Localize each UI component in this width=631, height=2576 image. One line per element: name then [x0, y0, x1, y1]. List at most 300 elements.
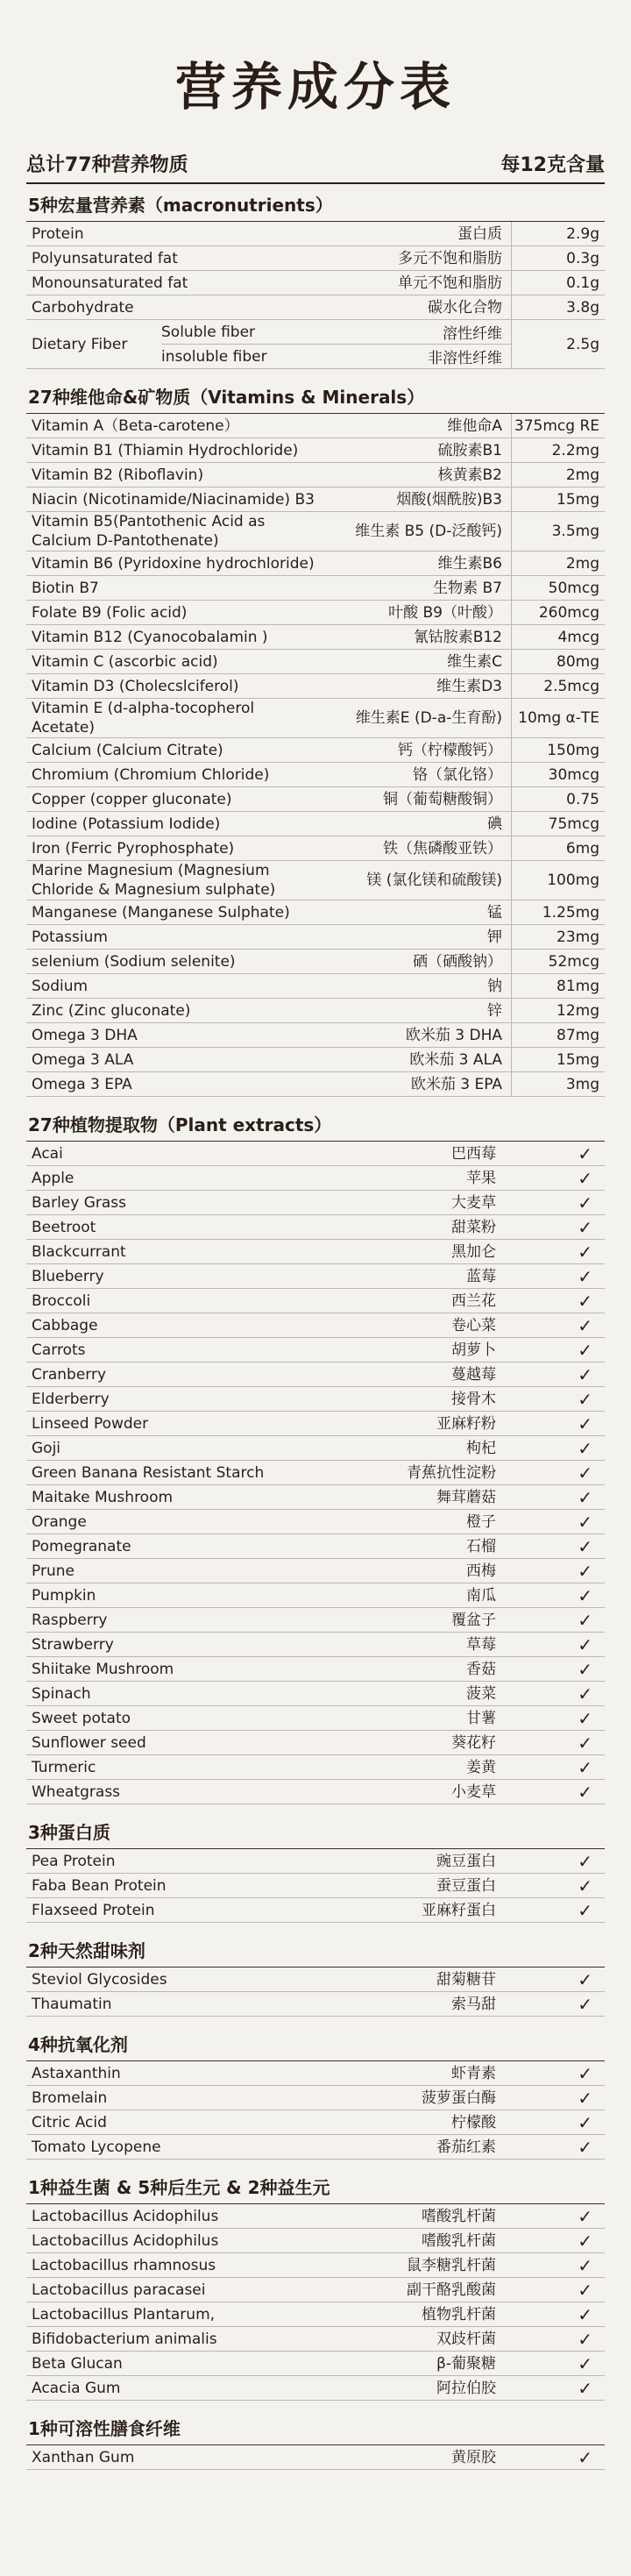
ingredient-name-zh: 卷心菜 [451, 1316, 496, 1334]
ingredient-name-en: Orange [32, 1512, 87, 1531]
nutrient-amount: 3.5mg [511, 512, 605, 551]
plants-table [26, 1142, 605, 1804]
ingredient-name-en: Cabbage [32, 1316, 98, 1334]
total-nutrients-label: 总计77种营养物质 [26, 154, 188, 176]
nutrient-name-zh: 烟酸(烟酰胺)B3 [396, 490, 502, 509]
nutrient-name-zh: 硫胺素B1 [437, 441, 502, 459]
ingredient-name-en: Green Banana Resistant Starch [32, 1463, 265, 1482]
ingredient-row [26, 2086, 605, 2110]
ingredient-name-zh: 亚麻籽粉 [436, 1414, 496, 1433]
ingredient-name-en: Apple [32, 1169, 74, 1187]
nutrient-name-en: Vitamin C (ascorbic acid) [32, 652, 218, 671]
nutrient-name-en: Sodium [32, 977, 89, 995]
ingredient-name-zh: 黑加仑 [451, 1242, 496, 1261]
nutrient-row [26, 650, 605, 674]
checkmark-icon: ✓ [578, 1339, 592, 1361]
antioxidants-table [26, 2061, 605, 2160]
nutrient-amount: 50mcg [511, 576, 605, 600]
ingredient-row [26, 1608, 605, 1633]
ingredient-row [26, 1240, 605, 1264]
fiber-sub-en: Soluble fiber [161, 323, 256, 341]
checkmark-icon: ✓ [578, 2279, 592, 2301]
ingredient-name-en: Citric Acid [32, 2113, 107, 2131]
ingredient-name-en: Pumpkin [32, 1586, 96, 1605]
checkmark-icon: ✓ [578, 1142, 592, 1164]
nutrient-row [26, 1023, 605, 1048]
antioxidants-section-title: 4种抗氧化剂 [26, 2024, 605, 2061]
nutrient-amount: 30mcg [511, 763, 605, 786]
checkmark-icon: ✓ [578, 1584, 592, 1606]
ingredient-name-en: Strawberry [32, 1635, 114, 1654]
summary-header [26, 151, 605, 177]
nutrient-name-zh: 维生素C [447, 652, 502, 671]
nutrient-name-en: Vitamin E (d-alpha-tocopherol Acetate) [32, 700, 255, 737]
checkmark-icon: ✓ [578, 2446, 592, 2468]
ingredient-name-en: Raspberry [32, 1611, 108, 1629]
ingredient-name-zh: 菠萝蛋白酶 [422, 2089, 496, 2107]
nutrient-name-zh: 核黄素B2 [437, 466, 502, 484]
nutrient-name-zh: 钙（柠檬酸钙） [398, 741, 502, 759]
nutrient-amount: 23mg [511, 925, 605, 949]
ingredient-name-zh: 柠檬酸 [451, 2113, 496, 2131]
fiber-subrows [161, 320, 511, 368]
nutrient-name-en: Protein [32, 224, 84, 243]
checkmark-icon: ✓ [578, 1486, 592, 1508]
nutrient-name-en: Vitamin B12 (Cyanocobalamin ) [32, 628, 268, 646]
ingredient-row [26, 2253, 605, 2278]
nutrient-amount: 87mg [511, 1023, 605, 1047]
ingredient-row [26, 2302, 605, 2327]
checkmark-icon: ✓ [578, 2205, 592, 2227]
ingredient-name-en: Lactobacillus rhamnosus [32, 2256, 216, 2274]
checkmark-icon: ✓ [578, 1192, 592, 1213]
nutrient-amount: 2.9g [511, 222, 605, 246]
ingredient-row [26, 1583, 605, 1608]
nutrient-row [26, 674, 605, 699]
nutrient-amount: 100mg [511, 861, 605, 900]
proteins-section-title: 3种蛋白质 [26, 1811, 605, 1849]
nutrient-name-en: Vitamin A（Beta-carotene） [32, 416, 239, 435]
checkmark-icon: ✓ [578, 1683, 592, 1704]
checkmark-icon: ✓ [578, 1413, 592, 1434]
ingredient-name-zh: 嗜酸乳杆菌 [422, 2231, 496, 2250]
nutrient-name-en: selenium (Sodium selenite) [32, 952, 236, 971]
ingredient-name-en: Blueberry [32, 1267, 104, 1285]
nutrient-name-en: Biotin B7 [32, 579, 99, 597]
ingredient-row [26, 1898, 605, 1923]
ingredient-name-en: Lactobacillus paracasei [32, 2281, 206, 2299]
ingredient-name-zh: 葵花籽 [451, 1733, 496, 1752]
nutrient-amount: 12mg [511, 999, 605, 1022]
ingredient-row [26, 1849, 605, 1874]
checkmark-icon: ✓ [578, 1707, 592, 1729]
nutrient-name-zh: 锌 [487, 1001, 502, 1020]
ingredient-row [26, 2204, 605, 2229]
probiotics-section-title: 1种益生菌 & 5种后生元 & 2种益生元 [26, 2167, 605, 2204]
nutrient-row [26, 512, 605, 551]
checkmark-icon: ✓ [578, 1314, 592, 1336]
nutrient-name-en: Marine Magnesium (Magnesium Chloride & Magnesium sulphate) [32, 862, 276, 899]
ingredient-name-zh: 接骨木 [451, 1390, 496, 1408]
plants-section-title: 27种植物提取物（Plant extracts） [26, 1104, 605, 1142]
nutrient-amount: 2mg [511, 463, 605, 487]
nutrient-row [26, 222, 605, 246]
ingredient-name-en: Beta Glucan [32, 2354, 123, 2373]
ingredient-name-zh: 小麦草 [451, 1783, 496, 1801]
ingredient-name-zh: 枸杞 [466, 1439, 496, 1457]
ingredient-row [26, 1142, 605, 1166]
nutrient-row [26, 900, 605, 925]
ingredient-row [26, 1534, 605, 1559]
ingredient-name-en: Faba Bean Protein [32, 1876, 167, 1895]
ingredient-name-zh: 虾青素 [451, 2064, 496, 2082]
checkmark-icon: ✓ [578, 1363, 592, 1385]
nutrient-row [26, 925, 605, 950]
nutrient-amount: 52mcg [511, 950, 605, 973]
checkmark-icon: ✓ [578, 2111, 592, 2133]
ingredient-name-en: Spinach [32, 1684, 91, 1703]
ingredient-name-zh: 黄原胶 [451, 2448, 496, 2466]
nutrient-name-zh: 锰 [487, 903, 502, 922]
nutrient-amount: 81mg [511, 974, 605, 998]
nutrient-amount: 2.2mg [511, 438, 605, 462]
ingredient-name-zh: 姜黄 [466, 1758, 496, 1776]
ingredient-name-en: Lactobacillus Plantarum, [32, 2305, 216, 2323]
ingredient-name-en: Maitake Mushroom [32, 1488, 174, 1506]
checkmark-icon: ✓ [578, 2303, 592, 2325]
checkmark-icon: ✓ [578, 1633, 592, 1655]
ingredient-name-zh: 双歧杆菌 [436, 2330, 496, 2348]
nutrient-name-zh: 维生素B6 [437, 554, 502, 573]
ingredient-name-zh: 阿拉伯胶 [436, 2379, 496, 2397]
ingredient-name-zh: 西梅 [466, 1562, 496, 1580]
sweeteners-table [26, 1968, 605, 2017]
ingredient-row [26, 1436, 605, 1461]
nutrient-name-zh: 碳水化合物 [428, 298, 502, 317]
ingredient-row [26, 1461, 605, 1485]
checkmark-icon: ✓ [578, 1609, 592, 1631]
fiber-sub-zh: 溶性纤维 [443, 325, 502, 343]
ingredient-row [26, 1264, 605, 1289]
nutrient-row [26, 974, 605, 999]
ingredient-row [26, 1338, 605, 1363]
nutrient-amount: 4mcg [511, 625, 605, 649]
nutrient-name-en: Folate B9 (Folic acid) [32, 603, 188, 622]
nutrient-name-en: Calcium (Calcium Citrate) [32, 741, 223, 759]
nutrient-name-zh: 多元不饱和脂肪 [398, 249, 502, 267]
checkmark-icon: ✓ [578, 1968, 592, 1990]
nutrient-name-zh: 钠 [487, 977, 502, 995]
nutrient-name-zh: 叶酸 B9（叶酸） [388, 603, 502, 622]
nutrient-name-zh: 铜（葡萄糖酸铜） [383, 790, 502, 808]
nutrient-amount: 6mg [511, 836, 605, 860]
ingredient-row [26, 1363, 605, 1387]
ingredient-name-en: Acacia Gum [32, 2379, 121, 2397]
nutrient-row [26, 438, 605, 463]
ingredient-name-zh: 甘薯 [466, 1709, 496, 1727]
ingredient-name-en: Broccoli [32, 1292, 91, 1310]
checkmark-icon: ✓ [578, 1993, 592, 2015]
checkmark-icon: ✓ [578, 1241, 592, 1263]
ingredient-name-en: Linseed Powder [32, 1414, 149, 1433]
ingredient-name-zh: 索马甜 [451, 1995, 496, 2013]
nutrient-amount: 1.25mg [511, 900, 605, 924]
ingredient-name-en: Astaxanthin [32, 2064, 121, 2082]
nutrient-name-zh: 单元不饱和脂肪 [398, 274, 502, 292]
ingredient-name-en: Pea Protein [32, 1852, 116, 1870]
ingredient-name-en: Pomegranate [32, 1537, 131, 1555]
ingredient-row [26, 1992, 605, 2017]
checkmark-icon: ✓ [578, 1462, 592, 1484]
nutrient-name-zh: 氰钴胺素B12 [413, 628, 502, 646]
ingredient-name-zh: 甜菊糖苷 [436, 1970, 496, 1989]
ingredient-row [26, 2110, 605, 2135]
checkmark-icon: ✓ [578, 1850, 592, 1872]
nutrient-row [26, 246, 605, 271]
nutrient-name-en: Carbohydrate [32, 298, 134, 317]
nutrient-name-en: Monounsaturated fat [32, 274, 188, 292]
nutrient-amount: 15mg [511, 487, 605, 511]
ingredient-name-en: Beetroot [32, 1218, 96, 1236]
checkmark-icon: ✓ [578, 2254, 592, 2276]
vitamins-table [26, 414, 605, 1097]
ingredient-row [26, 2352, 605, 2376]
ingredient-name-zh: 蚕豆蛋白 [436, 1876, 496, 1895]
ingredient-row [26, 1485, 605, 1510]
ingredient-name-en: Shiitake Mushroom [32, 1660, 174, 1678]
ingredient-name-en: Elderberry [32, 1390, 110, 1408]
nutrient-row [26, 271, 605, 295]
checkmark-icon: ✓ [578, 2230, 592, 2252]
soluble-fiber-table [26, 2445, 605, 2470]
checkmark-icon: ✓ [578, 2377, 592, 2399]
ingredient-name-en: Goji [32, 1439, 61, 1457]
nutrient-name-zh: 欧米茄 3 DHA [405, 1026, 502, 1044]
ingredient-name-en: Steviol Glycosides [32, 1970, 167, 1989]
nutrient-name-zh: 蛋白质 [457, 224, 502, 243]
ingredient-name-zh: 覆盆子 [451, 1611, 496, 1629]
vitamins-section-title: 27种维他命&矿物质（Vitamins & Minerals） [26, 376, 605, 414]
ingredient-row [26, 2376, 605, 2401]
ingredient-name-zh: 嗜酸乳杆菌 [422, 2207, 496, 2225]
ingredient-row [26, 1657, 605, 1682]
nutrient-amount: 375mcg RE [511, 414, 605, 438]
nutrient-row [26, 861, 605, 900]
nutrient-amount: 3mg [511, 1072, 605, 1096]
ingredient-row [26, 2061, 605, 2086]
ingredient-name-en: Turmeric [32, 1758, 96, 1776]
ingredient-name-en: Lactobacillus Acidophilus [32, 2231, 219, 2250]
nutrient-name-en: Polyunsaturated fat [32, 249, 178, 267]
ingredient-name-en: Carrots [32, 1341, 86, 1359]
ingredient-name-en: Cranberry [32, 1365, 107, 1384]
ingredient-name-zh: 石榴 [466, 1537, 496, 1555]
nutrient-row [26, 601, 605, 625]
nutrient-name-en: Chromium (Chromium Chloride) [32, 765, 270, 784]
ingredient-name-zh: 蓝莓 [466, 1267, 496, 1285]
checkmark-icon: ✓ [578, 1388, 592, 1410]
nutrient-name-en: Vitamin B5(Pantothenic Acid as Calcium D-Pantothenate) [32, 513, 266, 550]
nutrient-row [26, 787, 605, 812]
ingredient-row [26, 1755, 605, 1780]
ingredient-row [26, 1313, 605, 1338]
checkmark-icon: ✓ [578, 1437, 592, 1459]
ingredient-name-zh: 蔓越莓 [451, 1365, 496, 1384]
nutrient-row [26, 836, 605, 861]
ingredient-name-en: Sweet potato [32, 1709, 131, 1727]
nutrient-row [26, 738, 605, 763]
nutrient-name-en: Niacin (Nicotinamide/Niacinamide) B3 [32, 490, 315, 509]
checkmark-icon: ✓ [578, 1511, 592, 1533]
checkmark-icon: ✓ [578, 2328, 592, 2350]
ingredient-name-zh: 橙子 [466, 1512, 496, 1531]
nutrient-name-zh: 欧米茄 3 EPA [410, 1075, 502, 1093]
sweeteners-section-title: 2种天然甜味剂 [26, 1930, 605, 1968]
ingredient-name-en: Lactobacillus Acidophilus [32, 2207, 219, 2225]
nutrient-row [26, 1048, 605, 1072]
ingredient-name-zh: 青蕉抗性淀粉 [407, 1463, 496, 1482]
nutrient-row [26, 950, 605, 974]
ingredient-name-zh: 苹果 [466, 1169, 496, 1187]
fiber-sub-zh: 非溶性纤维 [428, 350, 502, 367]
ingredient-row [26, 1191, 605, 1215]
checkmark-icon: ✓ [578, 2352, 592, 2374]
nutrient-amount: 80mg [511, 650, 605, 673]
nutrient-row [26, 1072, 605, 1097]
ingredient-row [26, 2135, 605, 2160]
ingredient-row [26, 1510, 605, 1534]
ingredient-name-en: Sunflower seed [32, 1733, 146, 1752]
checkmark-icon: ✓ [578, 2136, 592, 2158]
ingredient-row [26, 1780, 605, 1804]
ingredient-name-zh: 菠菜 [466, 1684, 496, 1703]
checkmark-icon: ✓ [578, 1756, 592, 1778]
ingredient-row [26, 1289, 605, 1313]
ingredient-name-zh: 鼠李糖乳杆菌 [407, 2256, 496, 2274]
nutrient-name-en: Potassium [32, 928, 108, 946]
ingredient-name-zh: 副干酪乳酸菌 [407, 2281, 496, 2299]
ingredient-name-en: Acai [32, 1144, 63, 1163]
ingredient-name-en: Prune [32, 1562, 74, 1580]
nutrient-row [26, 414, 605, 438]
nutrient-amount: 0.1g [511, 271, 605, 295]
ingredient-name-en: Thaumatin [32, 1995, 112, 2013]
nutrient-row [26, 295, 605, 320]
ingredient-row [26, 1968, 605, 1992]
ingredient-row [26, 2445, 605, 2470]
nutrient-name-en: Vitamin B2 (Riboflavin) [32, 466, 204, 484]
nutrient-row [26, 763, 605, 787]
ingredient-row [26, 1387, 605, 1412]
nutrient-amount: 150mg [511, 738, 605, 762]
nutrient-name-en: Zinc (Zinc gluconate) [32, 1001, 191, 1020]
nutrient-name-zh: 维生素 B5 (D-泛酸钙) [355, 523, 502, 540]
nutrient-name-zh: 生物素 B7 [433, 579, 502, 597]
ingredient-name-en: Blackcurrant [32, 1242, 126, 1261]
ingredient-name-zh: 番茄红素 [436, 2138, 496, 2156]
nutrient-row [26, 576, 605, 601]
nutrient-name-en: Omega 3 DHA [32, 1026, 138, 1044]
proteins-table [26, 1849, 605, 1923]
checkmark-icon: ✓ [578, 2062, 592, 2084]
nutrient-name-en: Omega 3 EPA [32, 1075, 132, 1093]
serving-size-label: 每12克含量 [500, 154, 605, 176]
nutrient-row [26, 812, 605, 836]
nutrient-row [26, 551, 605, 576]
ingredient-name-zh: 大麦草 [451, 1193, 496, 1212]
ingredient-name-zh: 南瓜 [466, 1586, 496, 1605]
ingredient-row [26, 1215, 605, 1240]
ingredient-row [26, 2327, 605, 2352]
nutrient-name-en: Iron (Ferric Pyrophosphate) [32, 839, 235, 857]
ingredient-name-en: Wheatgrass [32, 1783, 121, 1801]
checkmark-icon: ✓ [578, 1216, 592, 1238]
fiber-subrow [161, 344, 511, 368]
nutrient-name-zh: 维生素E (D-a-生育酚) [355, 709, 502, 727]
dietary-fiber-row [26, 320, 605, 369]
nutrient-name-zh: 钾 [487, 928, 502, 946]
nutrient-name-zh: 铁（焦磷酸亚铁） [383, 839, 502, 857]
ingredient-name-zh: 巴西莓 [451, 1144, 496, 1163]
nutrient-row [26, 625, 605, 650]
ingredient-name-zh: 植物乳杆菌 [422, 2305, 496, 2323]
nutrient-name-en: Manganese (Manganese Sulphate) [32, 903, 290, 922]
ingredient-name-en: Bromelain [32, 2089, 108, 2107]
checkmark-icon: ✓ [578, 1290, 592, 1312]
nutrient-amount: 260mcg [511, 601, 605, 624]
ingredient-name-zh: 草莓 [466, 1635, 496, 1654]
ingredient-name-zh: 西兰花 [451, 1292, 496, 1310]
nutrient-amount: 75mcg [511, 812, 605, 836]
checkmark-icon: ✓ [578, 1535, 592, 1557]
nutrient-name-zh: 维生素D3 [436, 677, 502, 695]
nutrient-amount: 0.3g [511, 246, 605, 270]
ingredient-name-en: Barley Grass [32, 1193, 127, 1212]
ingredient-name-en: Bifidobacterium animalis [32, 2330, 217, 2348]
ingredient-row [26, 1706, 605, 1731]
ingredient-name-zh: 香菇 [466, 1660, 496, 1678]
ingredient-name-zh: 亚麻籽蛋白 [422, 1901, 496, 1919]
nutrient-row [26, 999, 605, 1023]
ingredient-name-zh: β-葡聚糖 [436, 2354, 496, 2373]
nutrient-row [26, 463, 605, 487]
ingredient-row [26, 1412, 605, 1436]
nutrient-amount: 0.75 [511, 787, 605, 811]
fiber-sub-en: insoluble fiber [161, 347, 267, 366]
nutrient-name-en: Iodine (Potassium Iodide) [32, 815, 221, 833]
nutrient-name-zh: 碘 [487, 815, 502, 833]
checkmark-icon: ✓ [578, 1899, 592, 1921]
checkmark-icon: ✓ [578, 2087, 592, 2109]
soluble-fiber-section-title: 1种可溶性膳食纤维 [26, 2408, 605, 2445]
ingredient-row [26, 1731, 605, 1755]
probiotics-table [26, 2204, 605, 2401]
macro-section-title: 5种宏量营养素（macronutrients） [26, 184, 605, 222]
checkmark-icon: ✓ [578, 1560, 592, 1582]
nutrient-amount: 15mg [511, 1048, 605, 1071]
ingredient-row [26, 1559, 605, 1583]
nutrient-name-en: Omega 3 ALA [32, 1050, 134, 1069]
nutrient-name-en: Vitamin B6 (Pyridoxine hydrochloride) [32, 554, 315, 573]
ingredient-name-zh: 甜菜粉 [451, 1218, 496, 1236]
ingredient-name-zh: 胡萝卜 [451, 1341, 496, 1359]
checkmark-icon: ✓ [578, 1875, 592, 1896]
nutrient-name-en: Vitamin B1 (Thiamin Hydrochloride) [32, 441, 299, 459]
checkmark-icon: ✓ [578, 1781, 592, 1803]
macro-table [26, 222, 605, 320]
dietary-fiber-value: 2.5g [511, 320, 605, 368]
page-title: 营养成分表 [174, 57, 456, 117]
